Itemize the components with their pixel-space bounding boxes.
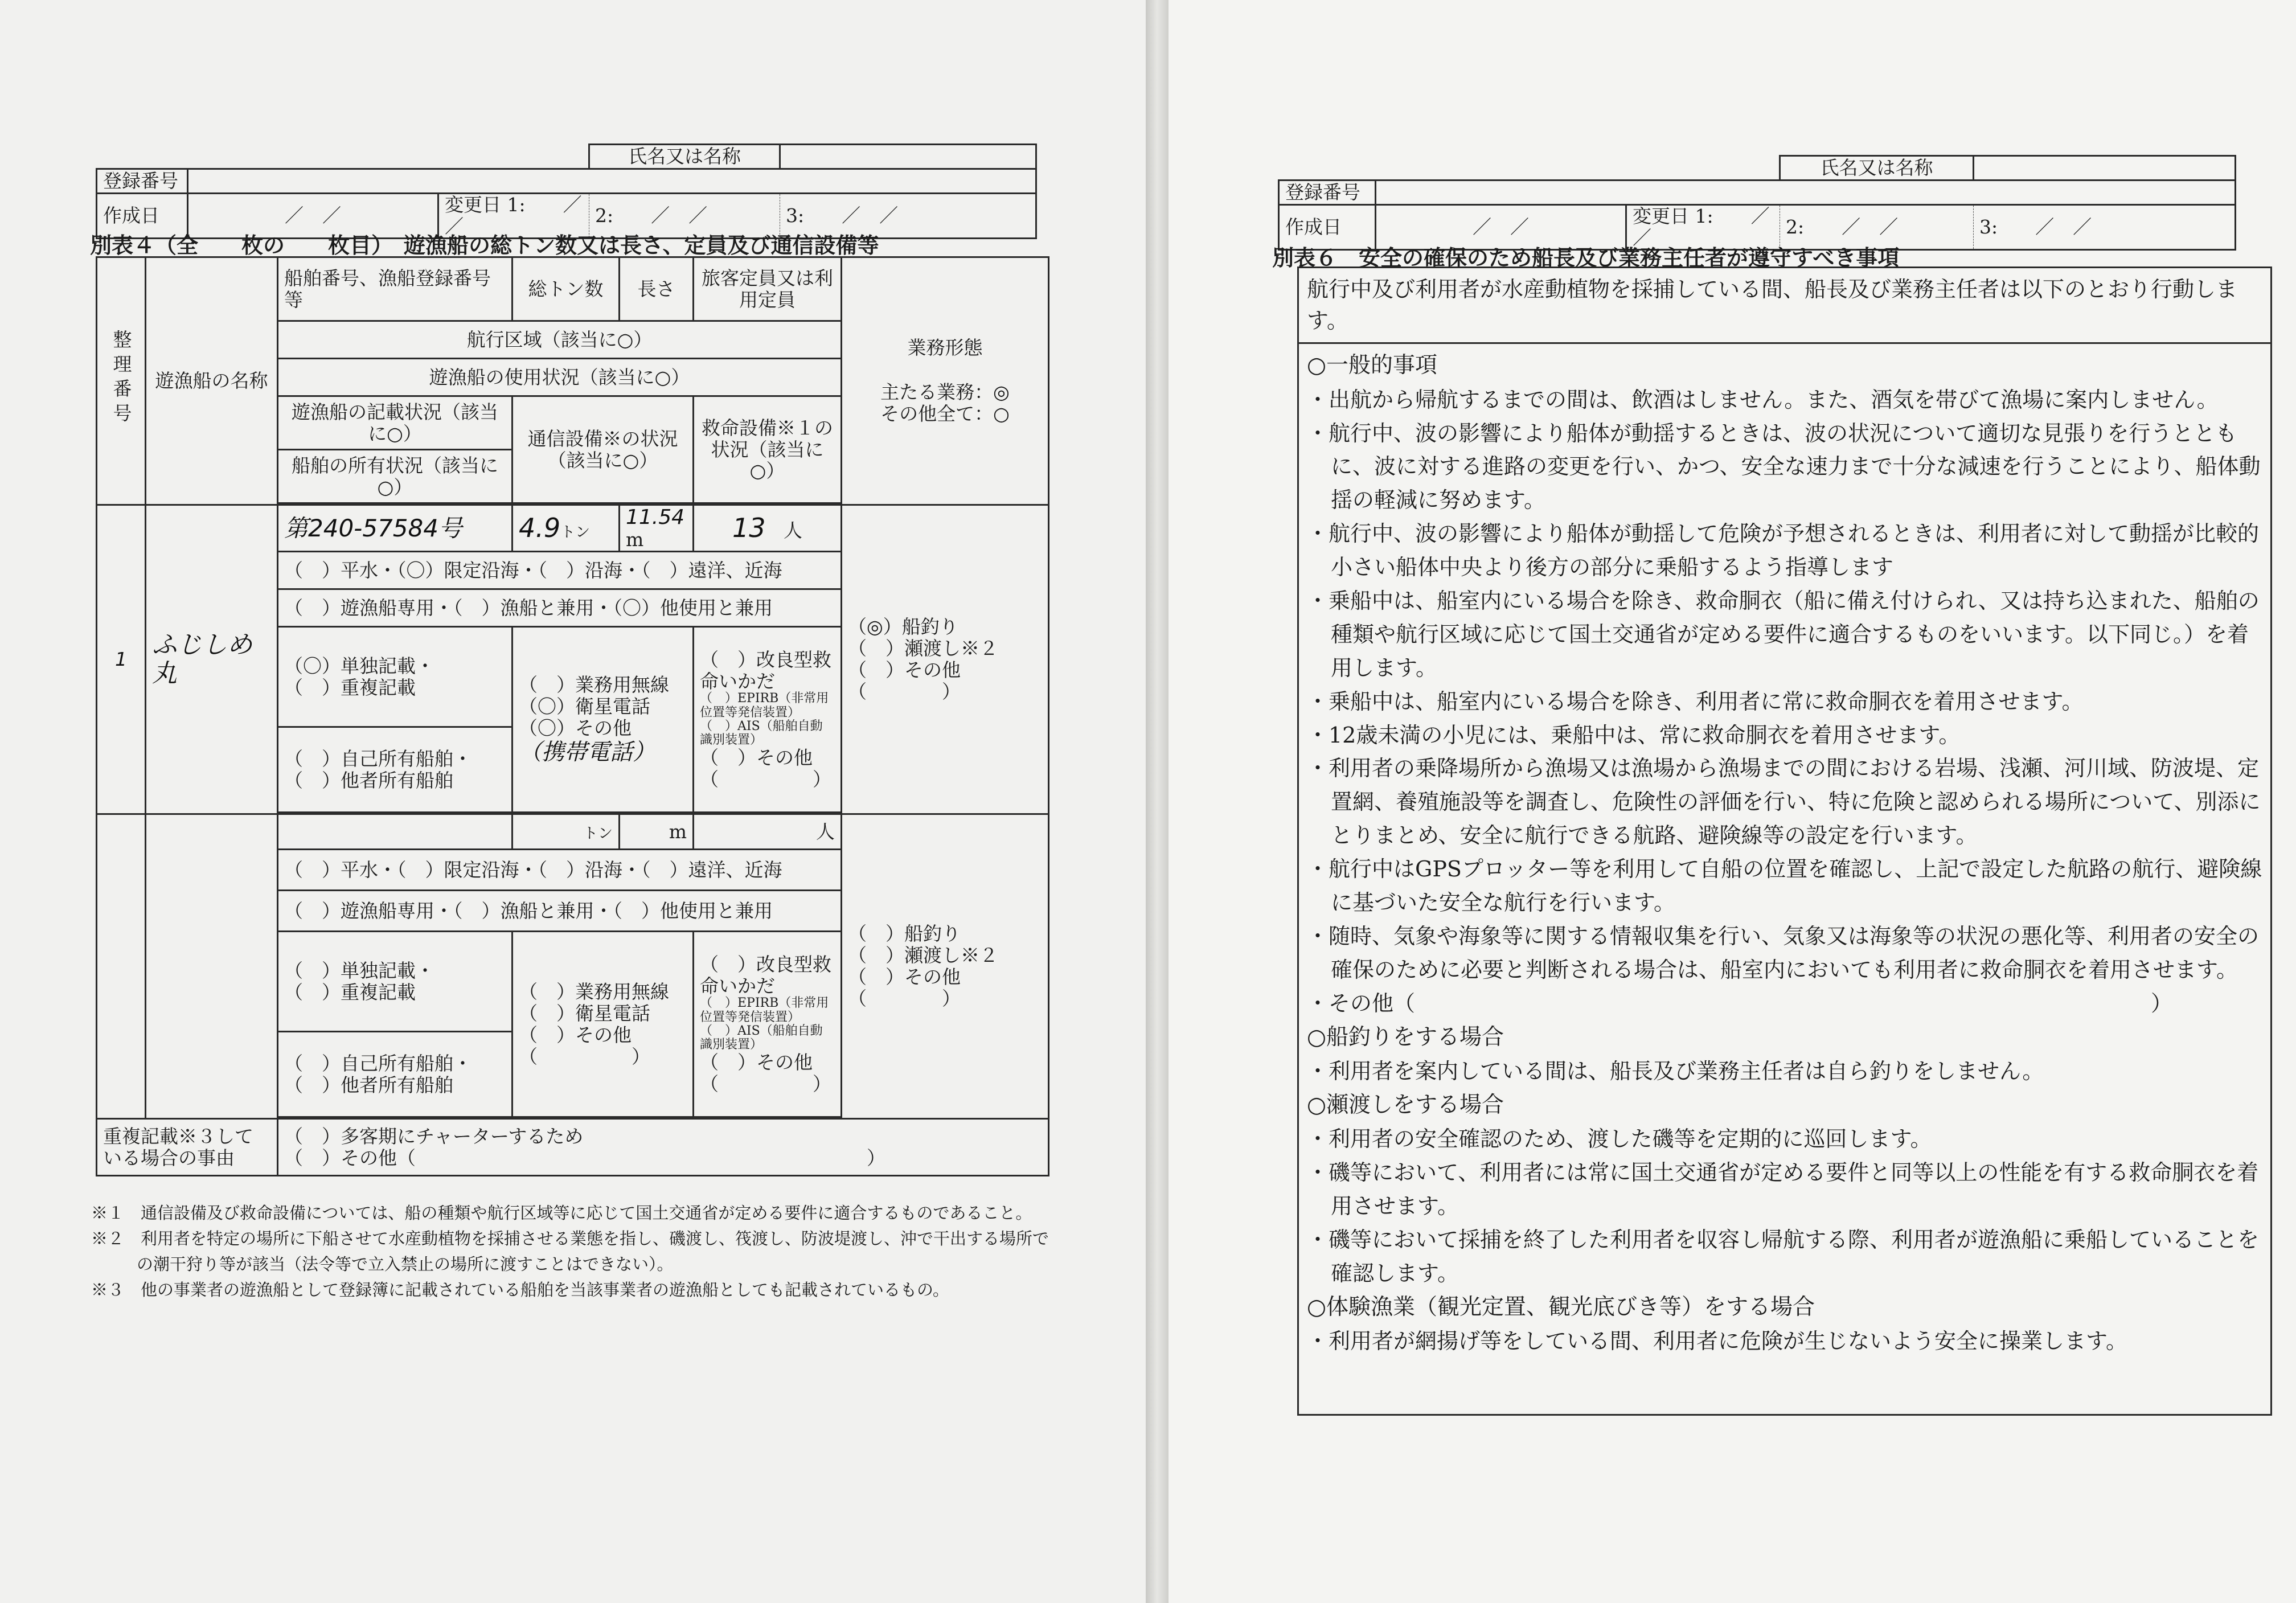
rules-item: ・磯等において採捕を終了した利用者を収容し帰航する際、利用者が遊漁船に乗船していることを確認します。 <box>1307 1227 2260 1286</box>
row1-length-value: 11.54 <box>626 506 685 529</box>
rules-item: ・乗船中は、船室内にいる場合を除き、利用者に常に救命胴衣を着用させます。 <box>1307 688 2084 714</box>
row1-comm-other[interactable]: （〇）その他 <box>519 716 632 739</box>
row1-comm-radio[interactable]: （ ）業務用無線 <box>519 673 669 696</box>
length-header: 長さ <box>620 257 694 321</box>
row1-rescue-epirb[interactable]: （ ）EPIRB（非常用位置等発信装置） <box>700 691 829 720</box>
rules-item: ・利用者の乗降場所から漁場又は漁場から漁場までの間における岩場、浅瀬、河川域、防波堤、定置網、養殖施設等を調査し、危険性の評価を行い、特に危険と認められる場所について、別添にとりまとめ、安全に航行できる航路、避険線等の設定を行います。 <box>1307 756 2261 848</box>
note-2: ※２ 利用者を特定の場所に下船させて水産動植物を採捕させる業態を指し、磯渡し、筏渡し、防波堤渡し、沖で干出する場所での潮干狩り等が該当（法令等で立入禁止の場所に渡すことはできない）。 <box>91 1228 1049 1274</box>
usage-header: 遊漁船の使用状況（該当に○） <box>278 359 842 396</box>
row1-usage[interactable]: （ ）遊漁船専用・（ ）漁船と兼用・（〇）他使用と兼用 <box>278 589 842 627</box>
row2-index[interactable] <box>97 814 146 1119</box>
row2-own-self[interactable]: （ ）自己所有船舶・ <box>284 1052 472 1075</box>
rules-box <box>1297 267 2272 1416</box>
row2-rescue-ais[interactable]: （ ）AIS（船舶自動識別装置） <box>700 1023 823 1052</box>
rules-section-heading: ○船釣りをする場合 <box>1307 1024 1504 1050</box>
row2-comm[interactable] <box>512 932 694 1117</box>
rules-section-heading: ○瀬渡しをする場合 <box>1307 1092 1504 1118</box>
rules-intro: 航行中及び利用者が水産動植物を採捕している間、船長及び業務主任者は以下のとおり行動します。 <box>1299 268 2270 344</box>
row2-record[interactable] <box>278 932 512 1032</box>
rules-item: ・随時、気象や海象等に関する情報収集を行い、気象又は海象等の状況の悪化等、利用者の安全の確保のために必要と判断される場合は、船室内においても利用者に救命胴衣を着用させます。 <box>1307 923 2260 982</box>
row2-comm-satellite[interactable]: （ ）衛星電話 <box>519 1002 650 1024</box>
change-3[interactable]: 3: ／ ／ <box>780 194 1036 239</box>
right-name-field[interactable] <box>1974 156 2236 181</box>
row1-tonnage[interactable] <box>512 505 620 552</box>
right-title: 別表６ 安全の確保のため船長及び業務主任者が遵守すべき事項 <box>1272 245 1900 270</box>
right-reg-no-field[interactable] <box>1376 181 2236 205</box>
rules-item: ・利用者を案内している間は、船長及び業務主任者は自ら釣りをしません。 <box>1307 1058 2044 1084</box>
row2-comm-other[interactable]: （ ）その他 <box>519 1023 632 1046</box>
rules-item: ・乗船中は、船室内にいる場合を除き、救命胴衣（船に備え付けられ、又は持ち込まれた、船舶の種類や航行区域に応じて国土交通省が定める要件に適合するものをいいます。以下同じ。）を着用します。 <box>1307 588 2260 680</box>
tonnage-header: 総トン数 <box>512 257 620 321</box>
business-note-other: その他全て：○ <box>880 402 1010 425</box>
business-title: 業務形態 <box>907 337 983 359</box>
rules-item: ・その他（ ） <box>1307 990 2173 1016</box>
row2-length[interactable]: m <box>620 814 694 850</box>
rules-section-heading: ○体験漁業（観光定置、観光底びき等）をする場合 <box>1307 1294 1815 1320</box>
row1-reg-number[interactable]: 第240-57584号 <box>278 505 512 552</box>
row1-record[interactable] <box>278 627 512 727</box>
row2-biz-other[interactable]: （ ）その他 <box>848 966 961 989</box>
reg-no-label: 登録番号 <box>97 169 188 194</box>
row2-tonnage[interactable] <box>512 814 620 850</box>
row2-rescue-other[interactable]: （ ）その他 <box>700 1051 813 1074</box>
rescue-header: 救命設備※１の状況（該当に○） <box>694 396 842 503</box>
note-3: ※３ 他の事業者の遊漁船として登録簿に記載されている船舶を当該事業者の遊漁船としても記載されているもの。 <box>91 1280 949 1299</box>
row2-comm-other-detail[interactable]: （ ） <box>519 1045 650 1068</box>
row2-rescue[interactable] <box>694 932 842 1117</box>
row1-own-other[interactable]: （ ）他者所有船舶 <box>284 769 453 792</box>
row1-record-single[interactable]: （〇）単独記載・ <box>284 654 434 677</box>
right-reg-no-label: 登録番号 <box>1279 181 1376 205</box>
row2-biz-other-detail[interactable]: （ ） <box>848 987 961 1010</box>
row1-biz-isowatashi[interactable]: （ ）瀬渡し※２ <box>848 637 998 660</box>
row1-biz-fishing[interactable]: （◎）船釣り <box>848 616 958 638</box>
rules-item: ・磯等において、利用者には常に国土交通省が定める要件と同等以上の性能を有する救命胴衣を着用させます。 <box>1307 1160 2259 1219</box>
row1-index[interactable]: 1 <box>97 505 146 814</box>
row2-own[interactable] <box>278 1032 512 1117</box>
ownership-header: 船舶の所有状況（該当に○） <box>278 450 512 503</box>
row2-usage[interactable]: （ ）遊漁船専用・（ ）漁船と兼用・（ ）他使用と兼用 <box>278 891 842 932</box>
row1-ton-unit: トン <box>560 524 591 542</box>
row1-capacity-value: 13 <box>732 513 766 544</box>
seiri-header: 整理番号 <box>97 257 146 505</box>
row1-length[interactable] <box>620 505 694 552</box>
right-header-table <box>1278 155 2236 251</box>
row1-biz-other[interactable]: （ ）その他 <box>848 659 961 682</box>
comm-header: 通信設備※の状況（該当に○） <box>512 396 694 503</box>
row2-record-dup[interactable]: （ ）重複記載 <box>284 981 416 1003</box>
changed-label: 変更日 1: ／ ／ <box>438 194 589 239</box>
right-created-label: 作成日 <box>1279 205 1376 250</box>
left-title: 別表４（全 枚の 枚目） 遊漁船の総トン数又は長さ、定員及び通信設備等 <box>90 232 879 258</box>
name-label: 氏名又は名称 <box>589 145 780 169</box>
row1-area[interactable]: （ ）平水・（〇）限定沿海・（ ）沿海・（ ）遠洋、近海 <box>278 552 842 589</box>
left-header-table <box>96 144 1037 239</box>
name-field[interactable] <box>780 145 1036 169</box>
reg-numbers-header: 船舶番号、漁船登録番号等 <box>278 257 512 321</box>
row1-business[interactable] <box>842 505 1049 814</box>
row2-comm-radio[interactable]: （ ）業務用無線 <box>519 980 669 1003</box>
row2-biz-isowatashi[interactable]: （ ）瀬渡し※２ <box>848 944 998 967</box>
row2-business[interactable] <box>842 814 1049 1119</box>
row2-rescue-raft[interactable]: （ ）改良型救命いかだ <box>700 953 831 997</box>
row2-rescue-other-detail[interactable]: （ ） <box>700 1073 831 1096</box>
row1-tonnage-value: 4.9 <box>519 513 561 544</box>
row2-area[interactable]: （ ）平水・（ ）限定沿海・（ ）沿海・（ ）遠洋、近海 <box>278 850 842 891</box>
right-change-3[interactable]: 3: ／ ／ <box>1974 205 2236 250</box>
note-1: ※１ 通信設備及び救命設備については、船の種類や航行区域等に応じて国土交通省が定める要件に適合するものであること。 <box>91 1203 1032 1223</box>
row2-ship-name[interactable] <box>146 814 278 1119</box>
page-fold <box>1146 0 1168 1603</box>
rules-item: ・航行中、波の影響により船体が動揺するときは、波の状況について適切な見張りを行うとともに、波に対する進路の変更を行い、かつ、安全な速力まで十分な減速を行うことにより、船体動揺の軽減に努めます。 <box>1307 420 2261 513</box>
area-header: 航行区域（該当に○） <box>278 321 842 359</box>
rules-item: ・利用者の安全確認のため、渡した磯等を定期的に巡回します。 <box>1307 1126 1932 1152</box>
rules-item: ・利用者が網揚げ等をしている間、利用者に危険が生じないよう安全に操業します。 <box>1307 1329 2127 1354</box>
rules-item: ・出航から帰航するまでの間は、飲酒はしません。また、酒気を帯びて漁場に案内しません。 <box>1307 387 2219 412</box>
row1-comm[interactable] <box>512 627 694 813</box>
row1-ship-name[interactable]: ふじしめ丸 <box>146 505 278 814</box>
row1-capacity[interactable] <box>694 505 842 552</box>
row1-person-unit: 人 <box>784 519 803 542</box>
row2-capacity[interactable]: 人 <box>694 814 842 850</box>
dup-other[interactable]: （ ）その他（ ） <box>284 1146 885 1169</box>
record-status-header: 遊漁船の記載状況（該当に○） <box>278 396 512 450</box>
business-header <box>842 257 1049 505</box>
row1-comm-satellite[interactable]: （〇）衛星電話 <box>519 695 650 718</box>
row2-rescue-epirb[interactable]: （ ）EPIRB（非常用位置等発信装置） <box>700 996 829 1024</box>
rules-item: ・航行中、波の影響により船体が動揺して危険が予想されるときは、利用者に対して動揺が比較的小さい船体中央より後方の部分に乗船するよう指導します <box>1307 521 2260 580</box>
rules-body <box>1299 344 2270 1363</box>
right-name-label: 氏名又は名称 <box>1780 156 1974 181</box>
dup-label: 重複記載※３している場合の事由 <box>97 1119 278 1176</box>
rules-item: ・航行中はGPSプロッター等を利用して自船の位置を確認し、上記で設定した航路の航行、避険線に基づいた安全な航行を行います。 <box>1307 856 2262 915</box>
created-field[interactable]: ／ ／ <box>188 194 438 239</box>
left-notes <box>91 1200 1059 1303</box>
left-sheet <box>0 0 1146 1603</box>
row1-biz-other-detail[interactable]: （ ） <box>848 680 961 703</box>
business-note-main: 主たる業務：◎ <box>880 381 1010 404</box>
row1-rescue-ais[interactable]: （ ）AIS（船舶自動識別装置） <box>700 719 823 748</box>
dup-reasons[interactable] <box>278 1119 1049 1176</box>
right-created-field[interactable]: ／ ／ <box>1376 205 1626 250</box>
right-changed-label: 変更日 1: ／ ／ <box>1626 205 1780 250</box>
reg-no-field[interactable] <box>188 169 1036 194</box>
vessel-table <box>96 256 1049 1176</box>
right-change-2[interactable]: 2: ／ ／ <box>1780 205 1974 250</box>
row1-rescue-raft[interactable]: （ ）改良型救命いかだ <box>700 648 831 692</box>
row1-rescue[interactable] <box>694 627 842 813</box>
row2-biz-fishing[interactable]: （ ）船釣り <box>848 923 961 945</box>
row1-own[interactable] <box>278 727 512 813</box>
row1-rescue-other[interactable]: （ ）その他 <box>700 747 813 769</box>
change-2[interactable]: 2: ／ ／ <box>589 194 780 239</box>
row2-ton-unit: トン <box>583 825 613 842</box>
created-label: 作成日 <box>97 194 188 239</box>
row1-comm-other-detail[interactable]: （携帯電話） <box>519 739 655 765</box>
rules-item: ・12歳未満の小児には、乗船中は、常に救命胴衣を着用させます。 <box>1307 722 1961 748</box>
row2-reg-number[interactable] <box>278 814 512 850</box>
row1-own-self[interactable]: （ ）自己所有船舶・ <box>284 747 472 770</box>
capacity-header: 旅客定員又は利用定員 <box>694 257 842 321</box>
row2-record-single[interactable]: （ ）単独記載・ <box>284 959 434 982</box>
dup-charter[interactable]: （ ）多客期にチャーターするため <box>284 1125 584 1147</box>
row1-rescue-other-detail[interactable]: （ ） <box>700 768 831 791</box>
row1-record-dup[interactable]: （ ）重複記載 <box>284 676 416 699</box>
ship-name-header: 遊漁船の名称 <box>146 257 278 505</box>
row1-m-unit: m <box>626 528 644 551</box>
row2-own-other[interactable]: （ ）他者所有船舶 <box>284 1073 453 1096</box>
rules-section-heading: ○一般的事項 <box>1307 352 1438 379</box>
